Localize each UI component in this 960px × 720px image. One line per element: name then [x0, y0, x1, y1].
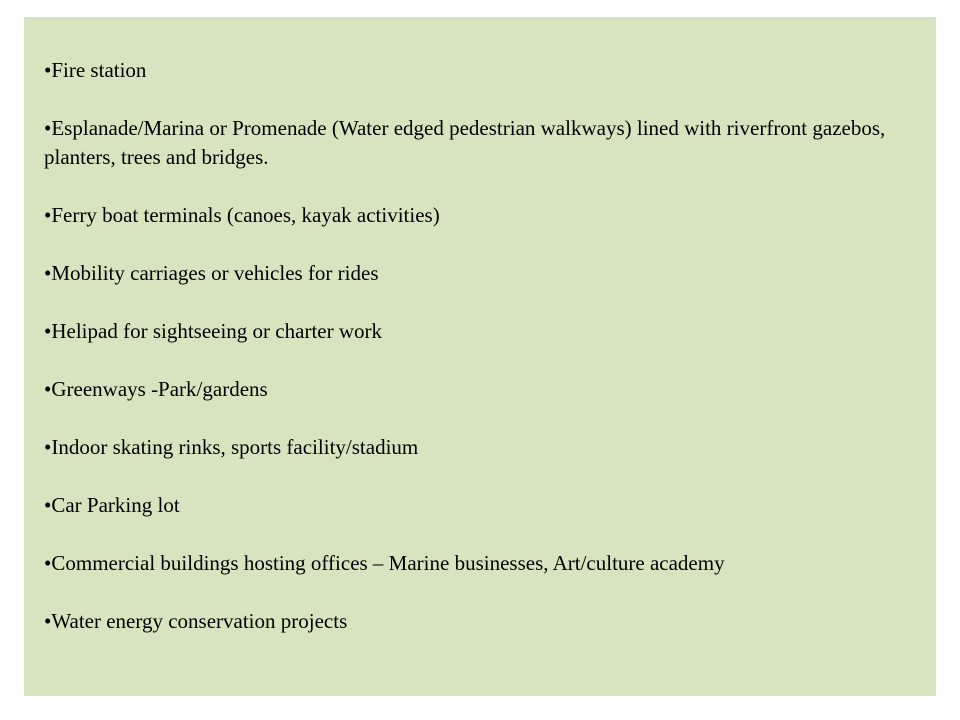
bullet-icon: •: [44, 58, 52, 82]
bullet-icon: •: [44, 493, 52, 517]
bullet-text: Indoor skating rinks, sports facility/stadium: [51, 435, 419, 459]
bullet-item-ferry-terminals: [44, 201, 916, 230]
bullet-text: Mobility carriages or vehicles for rides: [51, 261, 379, 285]
bullet-text: Ferry boat terminals (canoes, kayak activities): [51, 203, 440, 227]
bullet-item-esplanade: [44, 114, 916, 172]
bullet-item-indoor-skating: [44, 433, 916, 462]
bullet-text: Greenways -Park/gardens: [51, 377, 268, 401]
bullet-text: Car Parking lot: [51, 493, 180, 517]
bullet-item-car-parking: [44, 491, 916, 520]
bullet-item-water-energy: [44, 607, 916, 636]
bullet-text: Commercial buildings hosting offices – Marine businesses, Art/culture academy: [51, 551, 725, 575]
bullet-text: Esplanade/Marina or Promenade (Water edged pedestrian walkways) lined with riverfront gazebos, planters, trees and bridges.: [44, 116, 886, 169]
bullet-icon: •: [44, 319, 52, 343]
bullet-item-helipad: [44, 317, 916, 346]
bullet-icon: •: [44, 551, 52, 575]
bullet-icon: •: [44, 377, 52, 401]
bullet-text: Fire station: [51, 58, 147, 82]
bullet-item-fire-station: [44, 56, 916, 85]
bullet-icon: •: [44, 435, 52, 459]
bullet-icon: •: [44, 116, 52, 140]
bullet-item-commercial-buildings: [44, 549, 916, 578]
bullet-icon: •: [44, 261, 52, 285]
bullet-item-greenways: [44, 375, 916, 404]
bullet-text: Helipad for sightseeing or charter work: [51, 319, 382, 343]
bullet-icon: •: [44, 609, 52, 633]
bullet-icon: •: [44, 203, 52, 227]
slide-content-area: [24, 17, 936, 696]
bullet-text: Water energy conservation projects: [51, 609, 348, 633]
bullet-item-mobility-carriages: [44, 259, 916, 288]
